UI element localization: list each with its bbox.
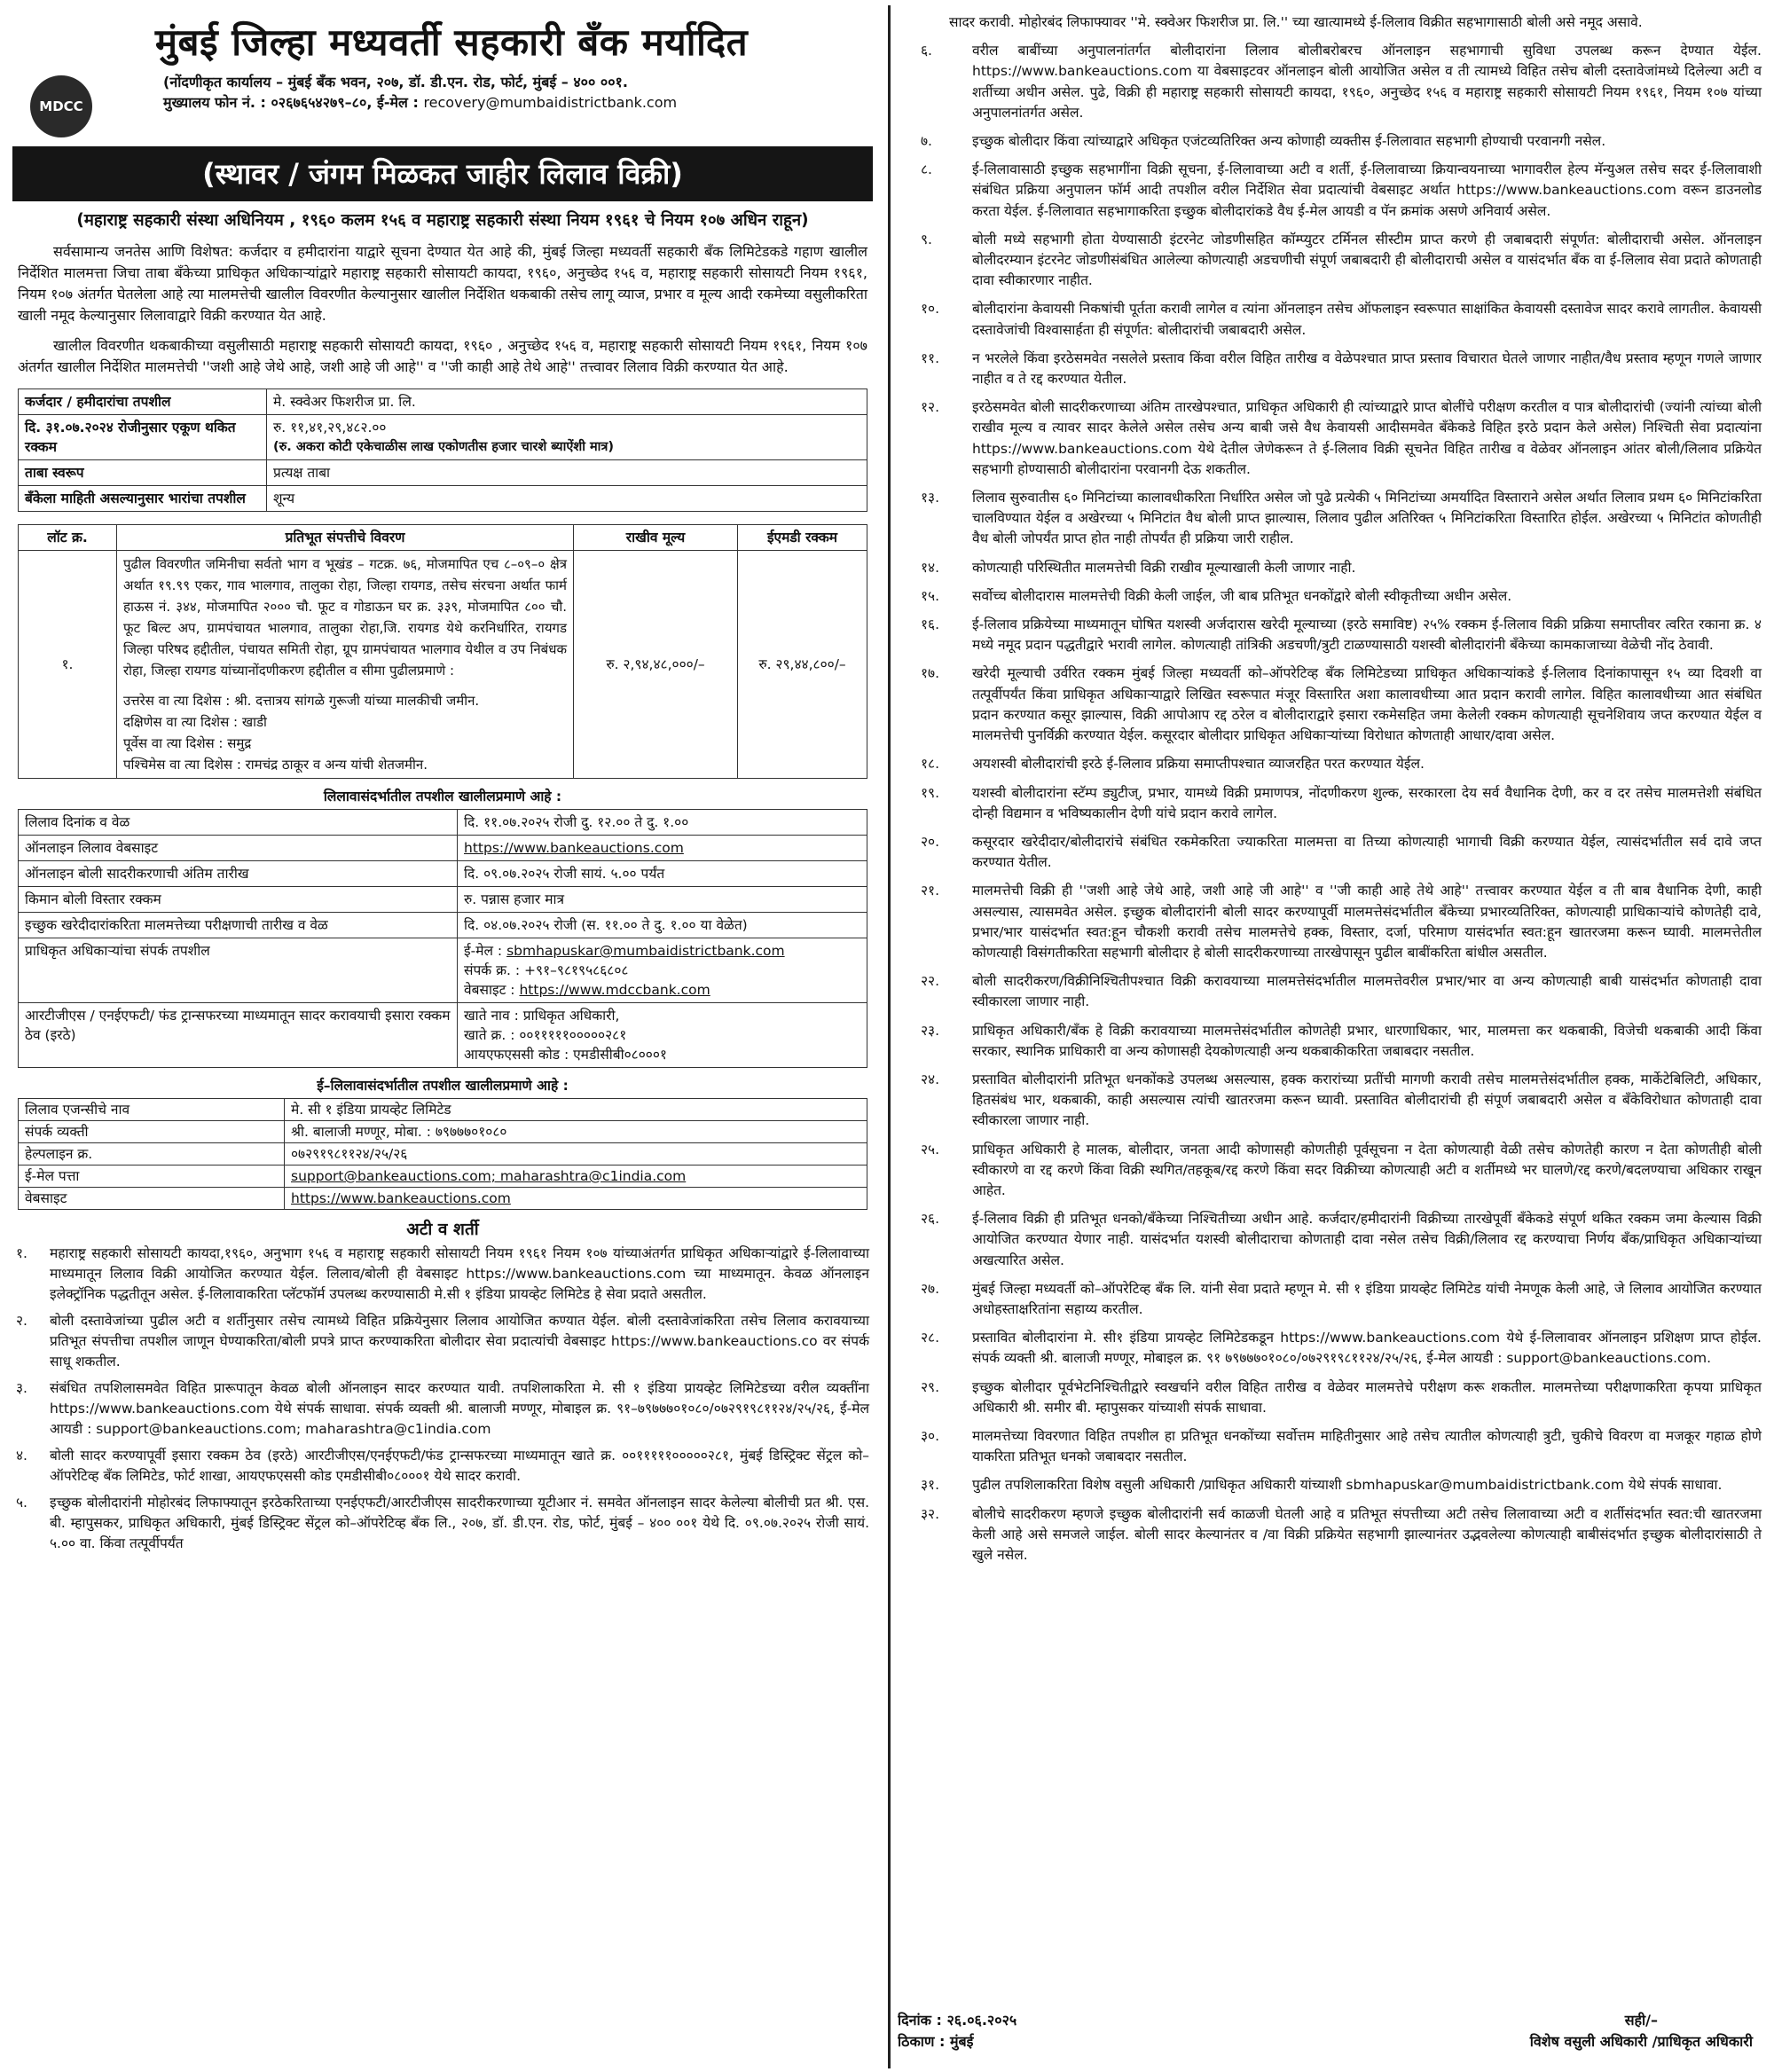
term-number: २४. (921, 1071, 940, 1087)
term-item (898, 1140, 1765, 1202)
term-number: २२. (921, 973, 940, 990)
table-row (19, 1003, 867, 1068)
term-text: पुढील तपशिलाकरिता विशेष वसुली अधिकारी /प्राधिकृत अधिकारी यांच्याशी sbmhapuskar@mumbaidistrictbank.com येथे संपर्क साधावा. (972, 1477, 1723, 1494)
agency-website-link[interactable]: https://www.bankeauctions.com (291, 1190, 511, 1206)
term-text: खरेदी मूल्याची उर्वरित रक्कम मुंबई जिल्हा मध्यवर्ती को–ऑपरेटिव्ह बँक लिमिटेडच्या प्राधिकृत अधिकाऱ्यांकडे ई-लिलाव दिनांकापासून १५ व्या दिवशी वा तत्पूर्वीपर्यंत किंवा प्राधिकृत अधिकाऱ्याद्वारे लिखित स्वरूपात मंजूर विस्तारित अशा कालावधीच्या आत प्रदान करावी लागेल. विहित कालावधीच्या आत संबंधित प्रदान करण्यात कसूर झाल्यास, विक्री आपोआप रद्द ठरेल व बोलीदाराद्वारे इसारा रकमेसहित जमा केलेली रक्कम कोणत्याही सूचनेशिवाय जप्त करण्यात येईल व मालमत्तेची पुनर्विक्री करण्यात येईल. कसूरदार बोलीदार प्राधिकृत अधिकाऱ्यांच्या विरोधात कोणताही आधार/दावा असेल. (972, 665, 1762, 744)
table-row (19, 1166, 867, 1188)
term-item (898, 488, 1765, 550)
emd-header: ईएमडी रक्कम (738, 525, 867, 551)
agency-email-label: ई-मेल पत्ता (19, 1166, 285, 1188)
term-item (898, 1070, 1765, 1132)
auction-website-link[interactable]: https://www.bankeauctions.com (464, 840, 684, 856)
table-row (19, 861, 867, 887)
column-divider (888, 5, 891, 2068)
officer-email-label: ई-मेल : (464, 943, 507, 959)
term-text: लिलाव सुरुवातीस ६० मिनिटांच्या कालावधीकरिता निर्धारित असेल जो पुढे प्रत्येकी ५ मिनिटांच्या अमर्यादित विस्ताराने असेल अर्थात लिलाव प्रथम ६० मिनिटांकरिता चालविण्यात येईल व अखेरच्या ५ मिनिटांत वैध बोली प्राप्त झाल्यास, लिलाव पुढील अतिरिक्त ५ मिनिटांकरिता विस्तारित होईल. अखेरच्या ५ मिनिटांत कोणतीही वैध बोली जोपर्यंत प्राप्त होत नाही तोपर्यंत ही प्रक्रिया जारी राहील. (972, 490, 1762, 547)
term-text: ई-लिलावासाठी इच्छुक सहभागींना विक्री सूचना, ई-लिलावाच्या अटी व शर्ती, ई-लिलावाच्या क्रियान्वयनाच्या भागावरील हेल्प मॅन्युअल तसेच सदर ई-लिलावाशी संबंधित प्रक्रिया अनुपालन फॉर्म आदी तपशील वरील निर्देशित सेवा प्रदात्यांची वेबसाइट अर्थात https://www.bankeauctions.com वरून डाउनलोड करता येईल. ई-लिलावात सहभागाकरिता इच्छुक बोलीदारांकडे वैध ई-मेल आयडी व पॅन क्रमांक असणे अनिवार्य असेल. (972, 161, 1762, 219)
term-text: संबंधित तपशिलासमवेत विहित प्रारूपातून केवळ बोली ऑनलाइन सादर करण्यात यावी. तपशिलाकरिता मे. सी १ इंडिया प्रायव्हेट लिमिटेडच्या वरील व्यक्तींना https://www.bankeauctions.com येथे संपर्क साधावा. संपर्क व्यक्ती श्री. बालाजी मण्णूर, मोबाइल क्र. ९१–७९७७७०१०८०/०७२९१९८११२४/२५/२६, ई-मेल आयडी : support@bankeauctions.com; maharashtra@c1india.com (50, 1380, 869, 1437)
officer-email-link[interactable]: sbmhapuskar@mumbaidistrictbank.com (506, 943, 785, 959)
officer-email-line (464, 941, 860, 961)
terms-title: अटी व शर्ती (406, 1220, 479, 1239)
rtgs-label: आरटीजीएस / एनईएफटी/ फंड ट्रान्सफरच्या माध्यमातून सादर करावयाची इसारा रक्कम ठेव (इरठे) (19, 1003, 458, 1068)
contact-person-value: श्री. बालाजी मण्णूर, मोबा. : ७९७७७०१०८० (285, 1121, 867, 1143)
terms-list-right (898, 41, 1765, 1566)
notice-footer (898, 2010, 1765, 2052)
term-item (898, 783, 1765, 824)
encumbrance-value: शून्य (267, 486, 867, 512)
officer-website-line (464, 980, 860, 1000)
term-item (898, 1426, 1765, 1467)
term-number: २९. (921, 1378, 940, 1395)
term-text: कसूरदार खरेदीदार/बोलीदारांचे संबंधित रकमेकरिता ज्याकरिता मालमत्ता वा तिच्या कोणत्याही भागाची विक्री करण्यात येईल, त्यासंदर्भातील सर्व दावे जप्त करण्यात येतील. (972, 833, 1762, 871)
account-number: खाते क्र. : ००१११११०००००२८१ (464, 1027, 627, 1043)
term-item (12, 1493, 873, 1554)
term-number: ३. (16, 1380, 27, 1396)
intro-paragraph-1: सर्वसामान्य जनतेस आणि विशेषत: कर्जदार व हमीदारांना याद्वारे सूचना देण्यात येत आहे की, मुंबई जिल्हा मध्यवर्ती सहकारी बँक लिमिटेडकडे गहाण खालील निर्देशित मालमत्ता जिचा ताबा बँकेच्या प्राधिकृत अधिकाऱ्यांद्वारे महाराष्ट्र सहकारी सोसायटी कायदा, १९६०, अनुच्छेद १५६ व, महाराष्ट्र सहकारी सोसायटी नियम १९६१, नियम १०७ अंतर्गत घेतलेला आहे त्या मालमत्तेची खालील विवरणीत केल्यानुसार खालील निर्देशित थकबाकी तसेच लागू व्याज, प्रभार व मूल्य आदी रकमेच्या वसुलीकरिता खाली नमूद केल्यानुसार लिलावाद्वारे विक्री करण्यात येत आहे. (18, 243, 867, 324)
term-text: प्राधिकृत अधिकारी/बँक हे विक्री करावयाच्या मालमत्तेसंदर्भातील कोणतेही प्रभार, धारणाधिकार, भार, मालमत्ता कर थकबाकी, विजेची थकबाकी आदी किंवा सरकार, स्थानिक प्राधिकारी वा अन्य कोणासही देयकोणत्याही अन्य थकबाकीकरिता जबाबदार नसतील. (972, 1022, 1762, 1059)
auction-date-value: दि. ११.०७.२०२५ रोजी दु. १२.०० ते दु. १.०० (458, 810, 867, 836)
term-item (12, 1311, 873, 1372)
term-number: १७. (921, 665, 940, 682)
term-number: २१. (921, 883, 940, 899)
term-text: इच्छुक बोलीदार पूर्वभेटनिश्चितीद्वारे स्वखर्चाने वरील विहित तारीख व वेळेवर मालमत्तेचे परीक्षण करू शकतील. मालमत्तेच्या परीक्षणाकरिता कृपया प्राधिकृत अधिकारी श्री. समीर बी. म्हापुसकर यांच्याशी संपर्क साधावा. (972, 1378, 1762, 1416)
logo-text: MDCC (39, 98, 83, 114)
term-number: ५. (16, 1495, 27, 1511)
table-row (19, 1099, 867, 1121)
term-number: ३०. (921, 1427, 940, 1444)
table-header-row (19, 525, 867, 551)
term-item (898, 1279, 1765, 1320)
term-item (898, 1209, 1765, 1271)
term-item (898, 1475, 1765, 1495)
officer-contact-cell (458, 938, 867, 1003)
table-row (19, 389, 867, 415)
term-number: ११. (921, 349, 940, 366)
term-number: १२. (921, 399, 940, 416)
term-item (898, 971, 1765, 1012)
term-number: १४. (921, 559, 940, 576)
table-row (19, 887, 867, 913)
term-text: अयशस्वी बोलीदारांची इरठे ई-लिलाव प्रक्रिया समाप्तीपश्चात व्याजरहित परत करण्यात येईल. (972, 756, 1425, 773)
term-item (898, 663, 1765, 746)
helpline-value: ०७२९१९८११२४/२५/२६ (285, 1143, 867, 1166)
notice-banner: (स्थावर / जंगम मिळकत जाहीर लिलाव विक्री) (12, 146, 873, 201)
ifsc-code: आयएफएससी कोड : एमडीसीबी०८०००१ (464, 1047, 667, 1063)
term-text: बोली दस्तावेजांच्या पुढील अटी व शर्तीनुसार तसेच त्यामध्ये विहित प्रक्रियेनुसार लिलाव आयोजित कण्यात येईल. बोली दस्तावेजांकरिता तसेच लिलाव करावयाच्या प्रतिभूत संपत्तीचा तपशील जाणून घेण्याकरिता/बोली प्रपत्रे प्राप्त करण्याकरिता बोलीदार सेवा प्रदात्यांची वेबसाइट https://www.bankeauctions.co वर संपर्क साधू शकतील. (50, 1313, 869, 1370)
possession-value: प्रत्यक्ष ताबा (267, 460, 867, 486)
bid-increment-label: किमान बोली विस्तार रक्कम (19, 887, 458, 913)
inspection-date-value: दि. ०४.०७.२०२५ रोजी (स. ११.०० ते दु. १.०० या वेळेत) (458, 913, 867, 938)
term-number: २. (16, 1313, 27, 1329)
term-text: यशस्वी बोलीदारांना स्टॅम्प ड्युटीज्, प्रभार, यामध्ये विक्री प्रमाणपत्र, नोंदणीकरण शुल्क, सरकारला देय सर्व वैधानिक देणी, कर व दर तसेच मालमत्तेशी संबंधित दोन्ही विद्यमान व भविष्यकालीन देणी यांचे प्रदान करावे लागेल. (972, 784, 1762, 821)
signature-block (1530, 2010, 1765, 2052)
table-row (19, 938, 867, 1003)
term-number: १८. (921, 756, 940, 773)
term-item (898, 230, 1765, 292)
possession-label: ताबा स्वरूप (19, 460, 267, 486)
bank-name: मुंबई जिल्हा मध्यवर्ती सहकारी बँक मर्यादित (154, 20, 749, 64)
boundary-west: पश्चिमेस वा त्या दिशेस : रामचंद्र ठाकूर व अन्य यांची शेतजमीन. (123, 757, 428, 773)
reserve-price: रु. २,९४,४८,०००/– (574, 551, 738, 779)
term-item (898, 131, 1765, 152)
debtor-label: कर्जदार / हमीदारांचा तपशील (19, 389, 267, 415)
signature-mark: सही/– (1624, 2012, 1658, 2029)
intro-paragraph-2: खालील विवरणीत थकबाकीच्या वसुलीसाठी महाराष्ट्र सहकारी सोसायटी कायदा, १९६० , अनुच्छेद १५६ व, महाराष्ट्र सहकारी सोसायटी नियम १९६१, नियम १०७ अंतर्गत खालील निर्देशित मालमत्तेची ''जशी आहे जेथे आहे, जशी आहे जी आहे'' व ''जी काही आहे तेथे आहे'' तत्त्वावर लिलाव विक्री करण्यात येत आहे. (18, 337, 867, 375)
emd-amount: रु. २९,४४,८००/– (738, 551, 867, 779)
table-row (19, 486, 867, 512)
debtor-table (18, 388, 867, 512)
officer-website-label: वेबसाइट : (464, 982, 520, 998)
rtgs-cell (458, 1003, 867, 1068)
table-row (19, 551, 867, 779)
term-text: मुंबई जिल्हा मध्यवर्ती को–ऑपरेटिव्ह बँक लि. यांनी सेवा प्रदाते म्हणून मे. सी १ इंडिया प्रायव्हेट लिमिटेड यांची नेमणूक केली आहे, जे लिलाव आयोजित करण्यात अधोहस्ताक्षरितांना सहाय्य करतील. (972, 1280, 1762, 1317)
encumbrance-label: बँकेला माहिती असल्यानुसार भारांचा तपशील (19, 486, 267, 512)
phone-number: ०२६७६५४२७९–८०, ई-मेल : (271, 94, 424, 111)
term-text: न भरलेले किंवा इरठेसमवेत नसलेले प्रस्ताव किंवा वरील विहित तारीख व वेळेपश्चात प्राप्त प्रस्ताव विचारात घेतले जाणार नाहीत/वैध प्रस्ताव म्हणून गणले जाणार नाहीत व ते रद्द करण्यात येतील. (972, 349, 1762, 388)
term-text: इच्छुक बोलीदार किंवा त्यांच्याद्वारे अधिकृत एजंटव्यतिरिक्त अन्य कोणाही व्यक्तीस ई-लिलावात सहभागी होण्याची परवानगी नसेल. (972, 133, 1606, 150)
term-item (12, 1446, 873, 1487)
term-text: बोली सादरीकरण/विक्रीनिश्चितीपश्चात विक्री करावयाच्या मालमत्तेसंदर्भातील मालमत्तेवरील प्रभार/भार वा अन्य कोणत्याही बाबी यासंदर्भात कोणताही दावा स्वीकारला जाणार नाही. (972, 973, 1762, 1010)
helpline-label: हेल्पलाइन क्र. (19, 1143, 285, 1166)
term-item (898, 1504, 1765, 1566)
contact-person-label: संपर्क व्यक्ती (19, 1121, 285, 1143)
term-number: २०. (921, 833, 940, 850)
term-5-continuation: सादर करावी. मोहोरबंद लिफाफ्यावर ''मे. स्क्वेअर फिशरीज प्रा. लि.'' च्या खात्यामध्ये ई-लिलाव विक्रीत सहभागासाठी बोली असे नमूद असावे. (949, 14, 1643, 30)
term-text: कोणत्याही परिस्थितीत मालमत्तेची विक्री राखीव मूल्याखाली केली जाणार नाही. (972, 559, 1356, 576)
auction-details-table (18, 809, 867, 1068)
agency-name-value: मे. सी १ इंडिया प्रायव्हेट लिमिटेड (285, 1099, 867, 1121)
term-number: ४. (16, 1448, 27, 1464)
term-number: ९. (921, 231, 932, 247)
last-bid-date-value: दि. ०९.०७.२०२५ रोजी सायं. ५.०० पर्यंत (458, 861, 867, 887)
term-number: १६. (921, 616, 940, 633)
table-row (19, 810, 867, 836)
account-name: खाते नाव : प्राधिकृत अधिकारी, (464, 1008, 620, 1024)
lot-table (18, 524, 867, 779)
bank-address-block (163, 72, 677, 113)
table-row (19, 1121, 867, 1143)
term-item (12, 1378, 873, 1440)
phone-label: मुख्यालय फोन नं. : (163, 94, 271, 111)
term-item (898, 615, 1765, 655)
table-row (19, 415, 867, 460)
notice-place: ठिकाण : मुंबई (898, 2033, 974, 2050)
left-column (12, 12, 873, 2060)
term-item (898, 299, 1765, 340)
term-text: बोलीचे सादरीकरण म्हणजे इच्छुक बोलीदारांनी सर्व काळजी घेतली आहे व प्रतिभूत संपत्तीच्या अटी तसेच लिलावाच्या अटी व शर्तीसंदर्भात स्वत:ची खातरजमा केली आहे असे समजले जाईल. बोली सादर केल्यानंतर व /वा विक्री प्रक्रियेत सहभागी झाल्यानंतर उद्भवलेल्या कोणत्याही बाबीसंदर्भात इच्छुक बोलीदारांसाठी ते खुले नसेल. (972, 1505, 1762, 1563)
term-item (898, 1328, 1765, 1369)
table-row (19, 836, 867, 861)
outstanding-value-cell (267, 415, 867, 460)
term-text: इच्छुक बोलीदारांनी मोहोरबंद लिफाफ्यातून इरठेकरिताच्या एनईएफटी/आरटीजीएस सादरीकरणाच्या यूटीआर नं. समवेत ऑनलाइन सादर केलेल्या बोलीची प्रत श्री. एस. बी. म्हापुसकर, प्राधिकृत अधिकारी, मुंबई डिस्ट्रिक्ट सेंट्रल को–ऑपरेटिव्ह बँक लि., २०७, डॉ. डी.एन. रोड, फोर्ट, मुंबई – ४०० ००१ येथे दि. ०९.०७.२०२५ रोजी सायं. ५.०० वा. किंवा तत्पूर्वीपर्यंत (50, 1495, 869, 1551)
notice-subheading: (महाराष्ट्र सहकारी संस्था अधिनियम , १९६० कलम १५६ व महाराष्ट्र सहकारी संस्था नियम १९६१ चे नियम १०७ अधिन राहून) (76, 211, 809, 230)
property-description-header: प्रतिभूत संपत्तीचे विवरण (117, 525, 574, 551)
signatory-title: विशेष वसुली अधिकारी /प्राधिकृत अधिकारी (1529, 2033, 1753, 2050)
notice-date: दिनांक : २६.०६.२०२५ (898, 2012, 1017, 2029)
term-text: प्रस्तावित बोलीदारांनी प्रतिभूत धनकोंकडे उपलब्ध असल्यास, हक्क करारांच्या प्रतींची मागणी करावी तसेच मालमत्तेसंदर्भातील हक्क, मार्केटेबिलिटी, अधिकार, हितसंबंध भार, थकबाकी, काही असल्यास त्यांची खातरजमा करून घ्यावी. प्रस्तावित बोलीदारांची ही संपूर्ण जबाबदारी असेल व बँकेविरोधात कोणताही दावा स्वीकारला जाणार नाही. (972, 1071, 1762, 1129)
right-column (898, 12, 1765, 2060)
term-number: २३. (921, 1022, 940, 1039)
lot-no-header: लॉट क्र. (19, 525, 117, 551)
boundary-south: दक्षिणेस वा त्या दिशेस : खाडी (123, 714, 267, 730)
term-text: बोलीदारांना केवायसी निकषांची पूर्तता करावी लागेल व त्यांना ऑनलाइन तसेच ऑफलाइन स्वरूपात साक्षांकित केवायसी दस्तावेज सादर करावे लागतील. केवायसी दस्तावेजांची विश्वासार्हता ही संपूर्णत: बोलीदारांची जबाबदारी असेल. (972, 301, 1762, 338)
outstanding-label: दि. ३१.०७.२०२४ रोजीनुसार एकूण थकित रक्कम (19, 415, 267, 460)
bid-increment-value: रु. पन्नास हजार मात्र (458, 887, 867, 913)
term-item (898, 41, 1765, 123)
header-row (12, 72, 873, 137)
term-item (898, 881, 1765, 963)
term-text: प्राधिकृत अधिकारी हे मालक, बोलीदार, जनता आदी कोणासही कोणतीही पूर्वसूचना न देता कोणत्याही वेळी तसेच कोणतेही कारण न देता कोणतीही बोली स्वीकारणे वा रद्द करणे किंवा विक्री स्थगित/तहकूब/रद्द करणे किंवा सदर विक्रीच्या कोणत्याही अटी व शर्तीमध्ये भर घालणे/रद्द करणे/बदलण्याचा अधिकार राखून आहेत. (972, 1141, 1762, 1198)
term-text: मालमत्तेची विक्री ही ''जशी आहे जेथे आहे, जशी आहे जी आहे'' व ''जी काही आहे तेथे आहे'' तत्त्वावर करण्यात येईल व ती बाब वैधानिक देणी, काही असल्यास, त्यासमवेत असेल. इच्छुक बोलीदारांनी बोली सादर करण्यापूर्वी मालमत्तेसंदर्भातील बँकेच्या प्रभारव्यतिरिक्त, कोणत्याही प्राधिकाऱ्यांचे कोणतेही दावे, प्रभार/भार यासंदर्भात स्वत:हून चौकशी करावी तसेच मालमत्तेचे हक्क, विस्तार, दर्जा, परिमाण यासंदर्भात स्वत:हून खातरजमा करून घ्यावी. मालमत्तेतील कोणत्याही विसंगतीकरिता सहभागी बोलीदार हे बोली सादरीकरणाच्या तारखेपासून पुढील बाबींकरिता बांधील असतील. (972, 883, 1762, 961)
term-item (898, 397, 1765, 480)
term-item (898, 349, 1765, 389)
outstanding-amount-words: (रु. अकरा कोटी एकेचाळीस लाख एकोणतीस हजार चारशे ब्याऐंशी मात्र) (273, 440, 615, 454)
footer-left (898, 2010, 1017, 2052)
term-number: ७. (921, 133, 932, 150)
term-number: २८. (921, 1330, 940, 1346)
term-number: १०. (921, 301, 940, 318)
term-text: वरील बाबींच्या अनुपालनांतर्गत बोलीदारांना लिलाव बोलीबरोबरच ऑनलाइन सहभागाची सुविधा उपलब्ध करून देण्यात येईल. https://www.bankeauctions.com या वेबसाइटवर ऑनलाइन बोली आयोजित असेल व ती त्यामध्ये विहित तसेच बोली दस्तावेजांमध्ये दिलेल्या अटी व शर्तीच्या अधीन असेल. पुढे, विक्री ही महाराष्ट्र सहकारी सोसायटी कायदा, १९६०, अनुच्छेद १५६ व महाराष्ट्र सहकारी सोसायटी नियम १९६१, नियम १०७ यांच्या अनुपालनांतर्गत असेल. (972, 43, 1762, 121)
inspection-date-label: इच्छुक खरेदीदारांकरिता मालमत्तेच्या परीक्षणाची तारीख व वेळ (19, 913, 458, 938)
bank-logo (30, 75, 92, 137)
term-text: इरठेसमवेत बोली सादरीकरणाच्या अंतिम तारखेपश्चात, प्राधिकृत अधिकारी ही त्यांच्याद्वारे प्राप्त बोलींचे परीक्षण करतील व पात्र बोलीदारांची (ज्यांनी त्यांच्या बोली राखीव मूल्य व त्यावर सादर केलेले असेल तसेच अन्य बाबी जसे वैध केवायसी आदीसमवेत बँकेकडे विहित इरठे प्रदान केले असेल) निश्चिती सेवा प्रदात्यांना https://www.bankeauctions.com येथे देतील जेणेकरून ते ई-लिलाव विक्री सूचनेत विहित तारीख व वेळेवर ऑनलाइन आंतर बोली/लिलाव प्रक्रियेत सहभागी होण्यासाठी बोलीदारांना परवानगी देऊ शकतील. (972, 399, 1762, 477)
table-row (19, 913, 867, 938)
term-item (898, 160, 1765, 222)
term-number: ८. (921, 161, 932, 178)
boundary-east: पूर्वेस वा त्या दिशेस : समुद्र (123, 735, 252, 751)
reserve-price-header: राखीव मूल्य (574, 525, 738, 551)
term-item (898, 586, 1765, 607)
term-text: ई-लिलाव विक्री ही प्रतिभूत धनको/बँकेच्या निश्चितीच्या अधीन आहे. कर्जदार/हमीदारांनी विक्रीच्या तारखेपूर्वी बँकेकडे संपूर्ण थकित रक्कम जमा केल्यास विक्री आयोजित करण्यात येणार नाही. यासंदर्भात यशस्वी बोलीदाराचा कोणताही दावा नसेल तसेच विक्री/लिलाव रद्द करण्याचा निर्णय बँक/प्राधिकृत अधिकाऱ्यांच्या अखत्यारित असेल. (972, 1211, 1762, 1268)
term-item (898, 1021, 1765, 1062)
outstanding-amount: रु. ११,४१,२९,४८२.०० (273, 420, 387, 436)
term-number: १५. (921, 587, 940, 604)
term-number: ६. (921, 43, 932, 59)
officer-phone: संपर्क क्र. : +९१–९८१९५८६८०८ (464, 962, 629, 978)
auction-date-label: लिलाव दिनांक व वेळ (19, 810, 458, 836)
eauction-details-title: ई–लिलावासंदर्भातील तपशील खालीलप्रमाणे आहे : (317, 1078, 569, 1094)
agency-email-link[interactable]: support@bankeauctions.com; maharashtra@c1india.com (291, 1168, 687, 1184)
table-row (19, 1143, 867, 1166)
agency-name-label: लिलाव एजन्सीचे नाव (19, 1099, 285, 1121)
term-text: बोली मध्ये सहभागी होता येण्यासाठी इंटरनेट जोडणीसहित कॉम्प्युटर टर्मिनल सीस्टीम प्राप्त करणे ही जबाबदारी संपूर्णत: बोलीदाराची असेल. ऑनलाइन बोलीदरम्यान इंटरनेट जोडणीसंबंधित आलेल्या कोणत्याही अडचणीची संपूर्ण जबाबदारी ही बोलीदाराची असेल व यासंदर्भात बँक वा ई-लिलाव सेवा प्रदाते कोणताही दावा स्वीकारणार नाहीत. (972, 231, 1762, 289)
term-number: २६. (921, 1211, 940, 1228)
lot-number: १. (19, 551, 117, 779)
agency-website-label: वेबसाइट (19, 1188, 285, 1210)
recovery-email[interactable]: recovery@mumbaidistrictbank.com (423, 94, 678, 111)
contact-line (163, 92, 677, 113)
officer-contact-label: प्राधिकृत अधिकाऱ्यांचा संपर्क तपशील (19, 938, 458, 1003)
term-text: बोली सादर करण्यापूर्वी इसारा रक्कम ठेव (इरठे) आरटीजीएस/एनईएफटी/फंड ट्रान्सफरच्या माध्यमातून खाते क्र. ००१११११०००००२८१, मुंबई डिस्ट्रिक्ट सेंट्रल को–ऑपरेटिव्ह बँक लिमिटेड, फोर्ट शाखा, आयएफएससी कोड एमडीसीबी०८०००१ येथे सादर करावी. (50, 1448, 869, 1484)
term-text: महाराष्ट्र सहकारी सोसायटी कायदा,१९६०, अनुभाग १५६ व महाराष्ट्र सहकारी सोसायटी नियम १९६१ नियम १०७ यांच्याअंतर्गत प्राधिकृत अधिकाऱ्यांद्वारे ई-लिलावाच्या माध्यमातून लिलाव विक्री आयोजित करण्यात येईल. लिलाव/बोली ही वेबसाइट https://www.bankeauctions.com च्या माध्यमातून. केवळ ऑनलाइन इलेक्ट्रॉनिक पद्धतीतून असेल. ई-लिलावाकरिता प्लॅटफॉर्म उपलब्ध करण्यासाठी मे.सी १ इंडिया प्रायव्हेट लिमिटेड हे सेवा प्रदाते असतील. (50, 1245, 869, 1302)
auction-website-label: ऑनलाइन लिलाव वेबसाइट (19, 836, 458, 861)
term-number: १३. (921, 490, 940, 506)
term-item (12, 1244, 873, 1305)
registered-office-address: (नोंदणीकृत कार्यालय – मुंबई बँक भवन, २०७, डॉ. डी.एन. रोड, फोर्ट, मुंबई – ४०० ००१. (163, 74, 628, 90)
term-item (898, 558, 1765, 578)
last-bid-date-label: ऑनलाइन बोली सादरीकरणाची अंतिम तारीख (19, 861, 458, 887)
debtor-value: मे. स्क्वेअर फिशरीज प्रा. लि. (267, 389, 867, 415)
term-item (898, 754, 1765, 774)
term-number: २७. (921, 1280, 940, 1297)
term-number: १९. (921, 784, 940, 801)
term-text: मालमत्तेच्या विवरणात विहित तपशील हा प्रतिभूत धनकोंच्या सर्वोत्तम माहितीनुसार आहे तसेच त्यातील कोणत्याही त्रुटी, चुकीचे विवरण वा मजकूर गहाळ होणे याकरिता प्रतिभूत धनको जबाबदार नसतील. (972, 1427, 1762, 1465)
boundary-north: उत्तरेस वा त्या दिशेस : श्री. दत्तात्रय सांगळे गुरूजी यांच्या मालकीची जमीन. (123, 693, 480, 709)
term-number: ३२. (921, 1505, 940, 1522)
term-item (898, 1377, 1765, 1418)
term-number: ३१. (921, 1477, 940, 1494)
property-description-cell (117, 551, 574, 779)
term-item (898, 832, 1765, 873)
table-row (19, 1188, 867, 1210)
officer-website-link[interactable]: https://www.mdccbank.com (519, 982, 710, 998)
term-text: सर्वोच्च बोलीदारास मालमत्तेची विक्री केली जाईल, जी बाब प्रतिभूत धनकोंद्वारे बोली स्वीकृतीच्या अधीन असेल. (972, 587, 1512, 604)
property-description: पुढील विवरणीत जमिनीचा सर्वतो भाग व भूखंड – गटक्र. ७६, मोजमापित एच ८–०९–० क्षेत्र अर्थात १९.९९ एकर, गाव भालगाव, तालुका रोहा, जिल्हा रायगड, तसेच संरचना अर्थात फार्म हाऊस नं. ३४४, मोजमापित २००० चौ. फूट व गोडाऊन घर क्र. ३३९, मोजमापित ८०० चौ. फूट बिल्ट अप, ग्रामपंचायत भालगाव, तालुका रोहा,जि. रायगड येथे करनिर्धारित, रायगड जिल्हा परिषद हद्दीतील, पंचायत समिती रोहा, ग्रूप ग्रामपंचायत भालगाव येथील व उप निबंधक रोहा, जिल्हा रायगड यांच्यानोंदणीकरण हद्दीतील व सीमा पुढीलप्रमाणे : (123, 556, 567, 679)
eauction-details-table (18, 1098, 867, 1210)
terms-list-left (12, 1244, 873, 1554)
term-number: १. (16, 1245, 27, 1261)
term-number: २५. (921, 1141, 940, 1158)
term-text: प्रस्तावित बोलीदारांना मे. सी१ इंडिया प्रायव्हेट लिमिटेडकडून https://www.bankeauctions.com येथे ई-लिलावावर ऑनलाइन प्रशिक्षण प्राप्त होईल. संपर्क व्यक्ती श्री. बालाजी मण्णूर, मोबाइल क्र. ९१ ७९७७७०१०८०/०७२९१९८११२४/२५/२६, ई-मेल आयडी : support@bankeauctions.com. (972, 1330, 1762, 1367)
table-row (19, 460, 867, 486)
term-text: ई-लिलाव प्रक्रियेच्या माध्यमातून घोषित यशस्वी अर्जदारास खरेदी मूल्याच्या (इरठे समाविष्ट) २५% रक्कम ई-लिलाव विक्री प्रक्रिया समाप्तीवर त्वरित रकाना क्र. ४ मध्ये नमूद प्रदान पद्धतीद्वारे भरावी लागेल. कोणत्याही तांत्रिकी अडचणी/त्रुटी टाळण्यासाठी यशस्वी बोलीदारांनी बँकेच्या कामकाजाच्या वेळेची नोंद ठेवावी. (972, 616, 1762, 654)
auction-details-title: लिलावासंदर्भातील तपशील खालीलप्रमाणे आहे : (323, 789, 562, 804)
